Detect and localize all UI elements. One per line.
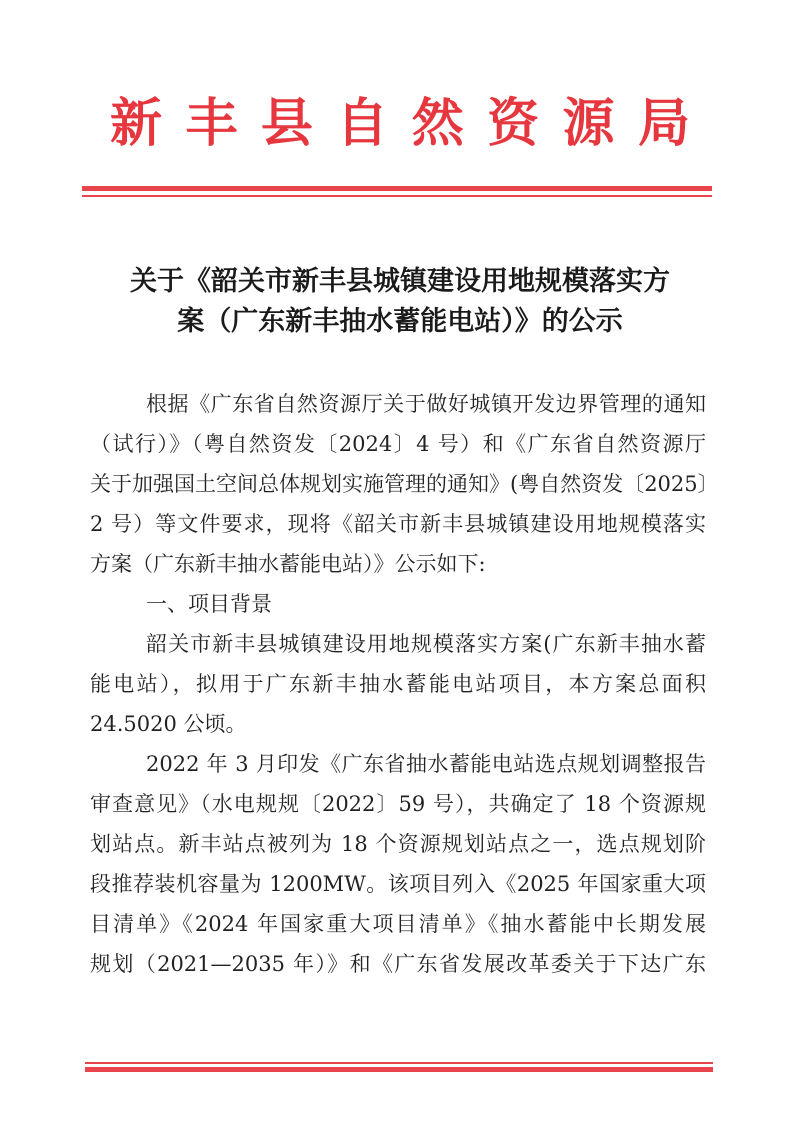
text-line: 24.5020 公顷。 xyxy=(90,712,247,736)
text-line: 2 号）等文件要求，现将《韶关市新丰县城镇建设用地规模落实 xyxy=(90,512,706,536)
document-body xyxy=(90,384,719,984)
text-line: 根据《广东省自然资源厅关于做好城镇开发边界管理的通知 xyxy=(146,392,706,416)
text-line: 能电站），拟用于广东新丰抽水蓄能电站项目，本方案总面积 xyxy=(90,672,706,696)
footer-divider-thick xyxy=(85,1067,713,1072)
text-line: 目清单》《2024 年国家重大项目清单》《抽水蓄能中长期发展 xyxy=(90,912,706,936)
paragraph-project-history xyxy=(90,744,706,984)
text-line: 审查意见》（水电规规〔2022〕59 号），共确定了 18 个资源规 xyxy=(90,792,706,816)
document-title-line-1: 关于《韶关市新丰县城镇建设用地规模落实方 xyxy=(130,266,670,297)
letterhead-char: 丰 xyxy=(185,93,238,154)
letterhead-org-name xyxy=(110,92,690,156)
document-title xyxy=(90,262,710,342)
paragraph-project-overview xyxy=(90,624,706,744)
letterhead-char: 局 xyxy=(637,93,690,154)
text-line: 关于加强国土空间总体规划实施管理的通知》(粤自然资发〔2025〕 xyxy=(90,472,719,496)
text-line: 规划（2021—2035 年）》和《广东省发展改革委关于下达广东 xyxy=(90,952,706,976)
letterhead-char: 资 xyxy=(487,93,540,154)
footer-divider-thin xyxy=(85,1062,713,1064)
text-line: （试行）》（粤自然资发〔2024〕4 号）和《广东省自然资源厅 xyxy=(90,432,706,456)
text-line: 段推荐装机容量为 1200MW。该项目列入《2025 年国家重大项 xyxy=(90,872,706,896)
text-line: 划站点。新丰站点被列为 18 个资源规划站点之一，选点规划阶 xyxy=(90,832,706,856)
letterhead-char: 新 xyxy=(110,93,163,154)
letterhead-char: 自 xyxy=(336,93,389,154)
document-title-line-2: 案（广东新丰抽水蓄能电站）》的公示 xyxy=(177,306,623,337)
text-line: 韶关市新丰县城镇建设用地规模落实方案(广东新丰抽水蓄 xyxy=(146,632,706,656)
letterhead-char: 源 xyxy=(562,93,615,154)
text-line: 2022 年 3 月印发《广东省抽水蓄能电站选点规划调整报告 xyxy=(146,752,706,776)
letterhead-divider-thick xyxy=(82,186,712,191)
paragraph-basis xyxy=(90,384,719,584)
letterhead-divider-thin xyxy=(82,195,712,197)
letterhead-char: 县 xyxy=(260,93,313,154)
text-line: 方案（广东新丰抽水蓄能电站）》公示如下: xyxy=(90,552,486,576)
section-heading-project-background: 一、项目背景 xyxy=(146,592,272,616)
letterhead-char: 然 xyxy=(411,93,464,154)
